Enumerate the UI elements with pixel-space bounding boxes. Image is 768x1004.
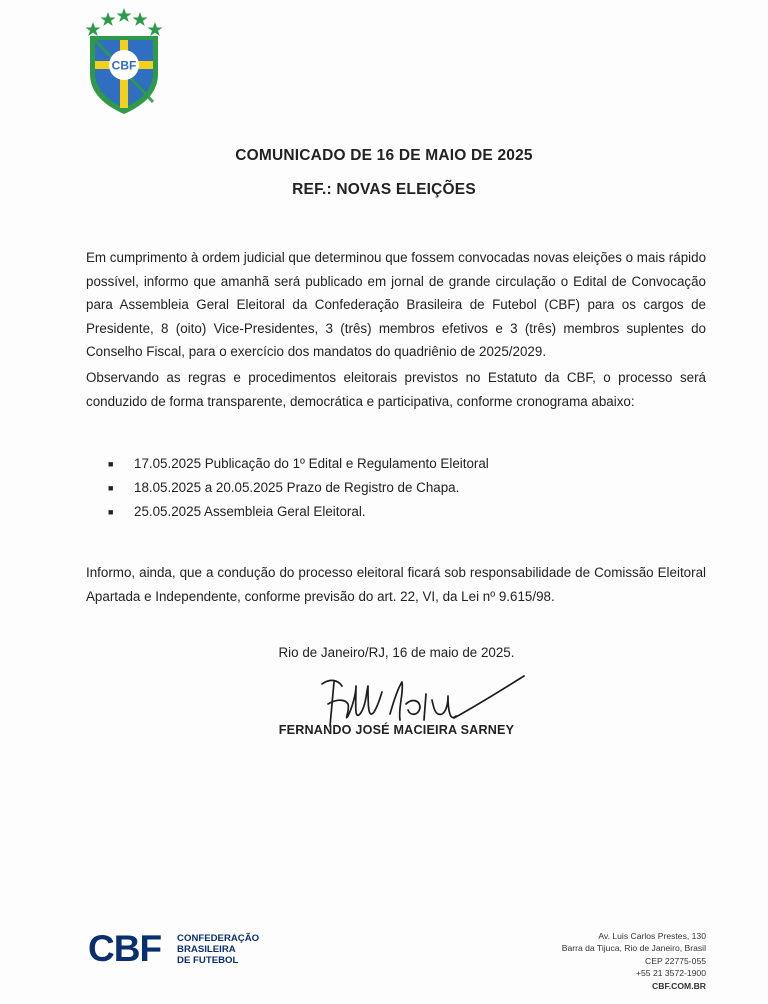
bullet-icon: ■ [108, 507, 114, 517]
crest-text: CBF [111, 58, 137, 73]
phone: +55 21 3572-1900 [635, 968, 706, 979]
website-link[interactable]: CBF.COM.BR [652, 980, 706, 991]
footer-logo [88, 928, 259, 970]
schedule-date: 18.05.2025 a 20.05.2025 [134, 480, 283, 495]
org-name-line: DE FUTEBOL [177, 954, 239, 966]
place-date: Rio de Janeiro/RJ, 16 de maio de 2025. [278, 645, 515, 660]
signer-name: FERNANDO JOSÉ MACIEIRA SARNEY [278, 723, 515, 737]
list-item [108, 500, 489, 524]
paragraph-3: Informo, ainda, que a condução do processo eleitoral ficará sob responsabilidade de Comissão Eleitoral Apartada e Independente, conforme previsão do art. 22, VI, da Lei nº 9.615/98. [86, 565, 706, 604]
paragraph-2: Observando as regras e procedimentos eleitorais previstos no Estatuto da CBF, o processo será conduzido de forma transparente, democrática e participativa, conforme cronograma abaixo: [86, 370, 706, 409]
paragraph-1: Em cumprimento à ordem judicial que determinou que fossem convocadas novas eleições o mais rápido possível, informo que amanhã será publicado em jornal de grande circulação o Edital de Convocação para Assembleia Geral Eleitoral da Confederação Brasileira de Futebol (CBF) para os cargos de Presidente, 8 (oito) Vice-Presidentes, 3 (três) membros efetivos e 3 (três) membros suplentes do Conselho Fiscal, para o exercício dos mandatos do quadriênio de 2025/2029. [86, 250, 707, 360]
bullet-icon: ■ [108, 483, 114, 493]
schedule-text: Assembleia Geral Eleitoral. [201, 504, 366, 519]
document-title: COMUNICADO DE 16 DE MAIO DE 2025 [235, 147, 533, 164]
schedule-date: 17.05.2025 [134, 456, 202, 471]
list-item [108, 476, 489, 500]
schedule-text: Prazo de Registro de Chapa. [282, 480, 460, 495]
schedule-text: Publicação do 1º Edital e Regulamento Eleitoral [201, 456, 489, 471]
address-line: Barra da Tijuca, Rio de Janeiro, Brasil [561, 943, 706, 954]
schedule-date: 25.05.2025 [134, 504, 202, 519]
crest-stars [86, 8, 163, 36]
cbf-crest-icon [82, 6, 166, 118]
org-name [177, 933, 259, 966]
bullet-icon: ■ [108, 459, 114, 469]
address-line: CEP 22775-055 [645, 955, 706, 966]
list-item [108, 452, 489, 476]
address-line: Av. Luis Carlos Prestes, 130 [598, 931, 706, 941]
org-name-line: CONFEDERAÇÃO [177, 932, 260, 944]
cbf-logo-text: CBF [88, 928, 162, 969]
document-reference: REF.: NOVAS ELEIÇÕES [292, 181, 476, 198]
schedule-list [108, 452, 489, 524]
org-name-line: BRASILEIRA [177, 943, 236, 955]
footer-address [562, 930, 706, 992]
